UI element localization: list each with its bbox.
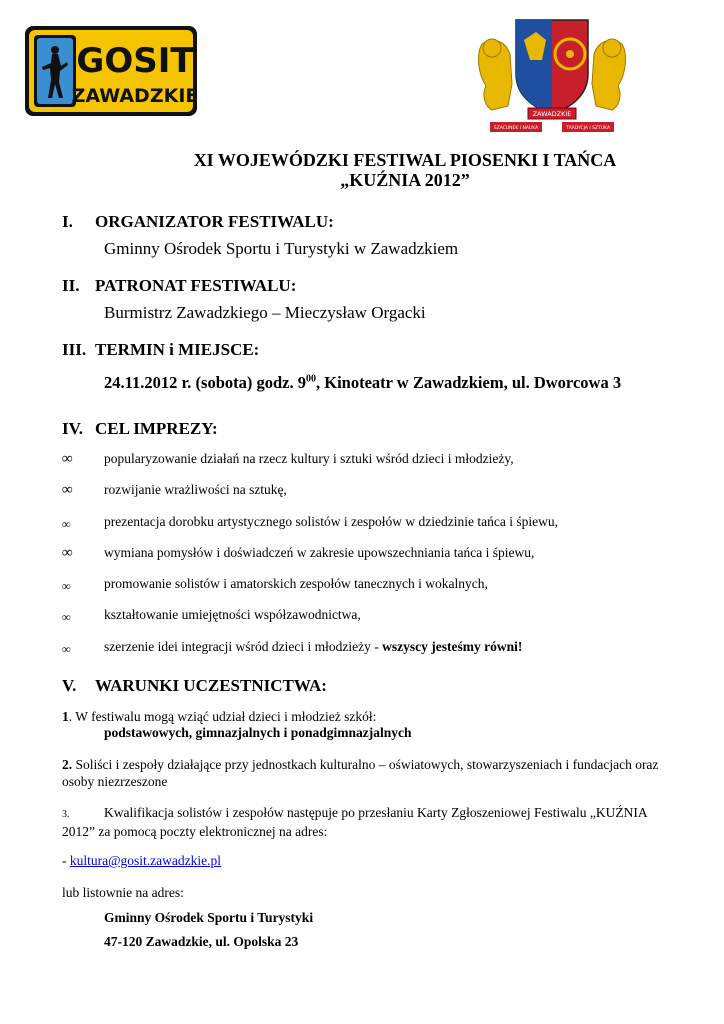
gosit-logo	[25, 26, 197, 116]
goal-text: szerzenie idei integracji wśród dzieci i młodzieży -	[104, 638, 383, 654]
infinity-bullet-icon: ∞	[62, 641, 71, 656]
infinity-bullet-icon: ∞	[62, 579, 71, 594]
goal-text: prezentacja dorobku artystycznego solistów i zespołów w dziedzinie tańca i śpiewu,	[104, 513, 558, 529]
school-types: podstawowych, gimnazjalnych i ponadgimnazjalnych	[104, 725, 412, 740]
condition-2	[62, 756, 662, 790]
email-prefix: -	[62, 853, 70, 868]
condition-text: Soliści i zespoły działające przy jednostkach kulturalno – oświatowych, stowarzyszeniach i fundacjach oraz osoby niezrzeszone	[62, 757, 659, 789]
list-item	[62, 606, 702, 637]
logo-line1: GOSIT	[76, 41, 194, 81]
crest-motto-left: SZACUNEK I NAUKA	[493, 126, 539, 131]
section-number: IV.	[62, 419, 83, 438]
condition-3	[62, 804, 662, 840]
email-line	[62, 852, 662, 869]
section-heading: TERMIN i MIEJSCE:	[95, 340, 260, 359]
section-number: I.	[62, 212, 73, 231]
title-line2: „KUŹNIA 2012”	[340, 170, 470, 190]
section-heading: ORGANIZATOR FESTIWALU:	[95, 212, 334, 231]
address-line-1: Gminny Ośrodek Sportu i Turystyki	[104, 910, 314, 925]
condition-text: Kwalifikacja solistów i zespołów następuje po przesłaniu Karty Zgłoszeniowej Festiwalu „KUŹNIA 2012” za pomocą poczty elektronicznej na adres:	[62, 805, 647, 839]
condition-1	[62, 708, 662, 725]
event-date: 24.11.2012 r. (sobota) godz. 9	[104, 373, 306, 392]
section-goals-heading	[62, 419, 218, 439]
section-date-heading	[62, 340, 259, 360]
list-item	[62, 513, 702, 544]
goal-text: promowanie solistów i amatorskich zespołów tanecznych i wokalnych,	[104, 576, 488, 592]
section-heading: WARUNKI UCZESTNICTWA:	[95, 676, 327, 695]
page-title	[0, 150, 724, 190]
patron-name: Burmistrz Zawadzkiego – Mieczysław Orgacki	[104, 303, 426, 322]
list-item	[62, 450, 702, 481]
goal-text: kształtowanie umiejętności współzawodnictwa,	[104, 607, 361, 623]
section-organizer-heading	[62, 212, 334, 232]
section-heading: CEL IMPREZY:	[95, 419, 218, 438]
gosit-logo-graphic	[25, 26, 197, 116]
section-patron-heading	[62, 276, 296, 296]
section-conditions-heading	[62, 676, 327, 696]
organizer-name: Gminny Ośrodek Sportu i Turystyki w Zawadzkiem	[104, 239, 459, 258]
coat-of-arms-graphic	[472, 14, 632, 136]
event-date-place	[104, 373, 621, 393]
crest-motto-right: TRADYCJA I SZTUKA	[565, 126, 611, 131]
infinity-bullet-icon: ∞	[62, 544, 73, 561]
infinity-bullet-icon: ∞	[62, 482, 73, 499]
goal-text: rozwijanie wrażliwości na sztukę,	[104, 482, 287, 498]
list-item	[62, 638, 702, 669]
list-item	[62, 481, 702, 512]
condition-number: 2.	[62, 757, 73, 772]
infinity-bullet-icon: ∞	[62, 451, 73, 467]
section-number: V.	[62, 676, 77, 695]
condition-text: . W festiwalu mogą wziąć udział dzieci i młodzież szkół:	[68, 709, 377, 724]
section-number: II.	[62, 276, 80, 295]
goals-list	[62, 450, 702, 669]
coat-of-arms	[472, 14, 632, 136]
goal-emphasis: wszyscy jesteśmy równi!	[382, 638, 523, 654]
infinity-bullet-icon: ∞	[62, 516, 71, 531]
email-link[interactable]: kultura@gosit.zawadzkie.pl	[69, 853, 222, 868]
mail-intro: lub listownie na adres:	[62, 885, 184, 900]
event-place: , Kinoteatr w Zawadzkiem, ul. Dworcowa 3	[315, 373, 622, 392]
section-heading: PATRONAT FESTIWALU:	[95, 276, 297, 295]
condition-number: 1	[62, 709, 69, 724]
condition-number: 3.	[62, 809, 70, 820]
address-line-2: 47-120 Zawadzkie, ul. Opolska 23	[104, 934, 299, 949]
goal-text: wymiana pomysłów i doświadczeń w zakresie upowszechniania tańca i śpiewu,	[104, 544, 535, 560]
list-item	[62, 544, 702, 575]
crest-banner: ZAWADZKIE	[532, 110, 572, 118]
event-time-minutes: 00	[305, 373, 316, 385]
goal-text: popularyzowanie działań na rzecz kultury i sztuki wśród dzieci i młodzieży,	[104, 451, 514, 466]
logo-line2: ZAWADZKIE	[71, 85, 197, 107]
infinity-bullet-icon: ∞	[62, 610, 71, 625]
section-number: III.	[62, 340, 87, 359]
title-line1: XI WOJEWÓDZKI FESTIWAL PIOSENKI I TAŃCA	[193, 150, 617, 170]
list-item	[62, 575, 702, 606]
